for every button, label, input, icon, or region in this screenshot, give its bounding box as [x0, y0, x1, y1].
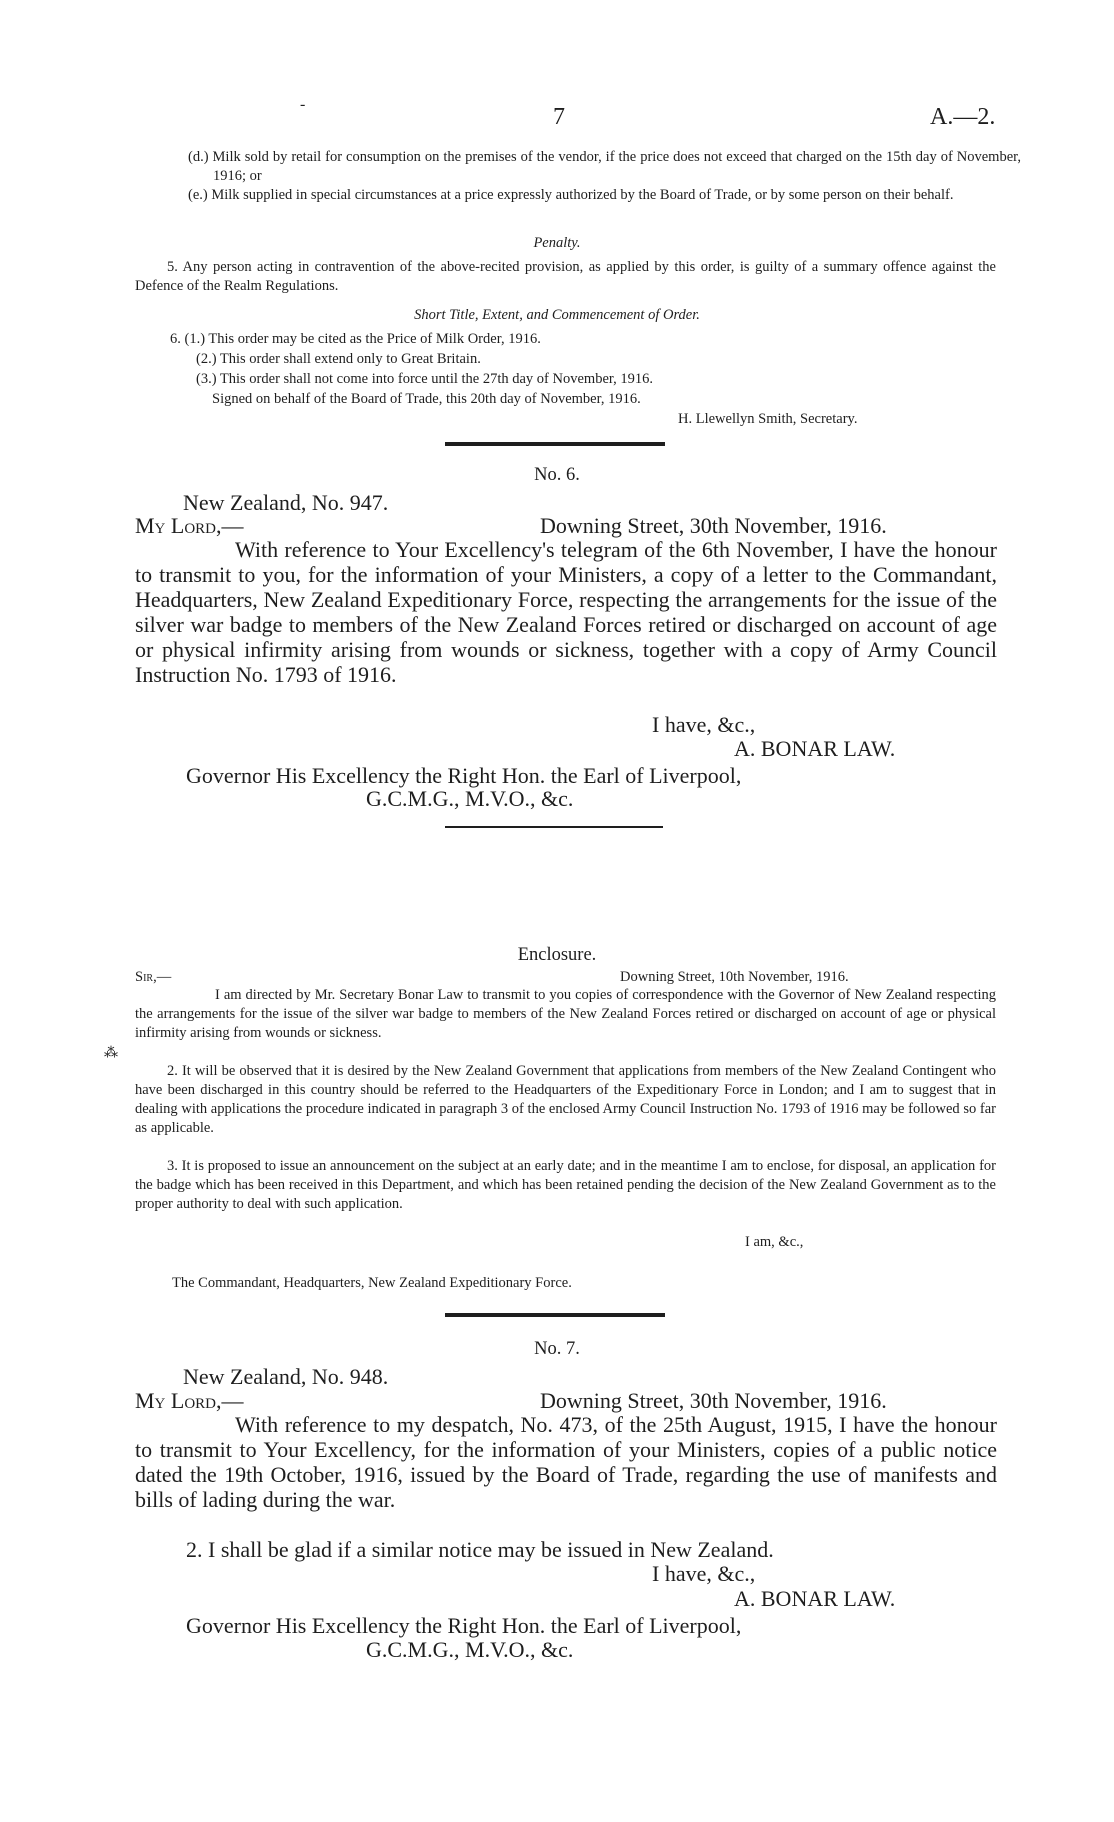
- no7-closing: I have, &c.,: [652, 1561, 756, 1586]
- no6-salutation: My Lord,—: [135, 513, 244, 538]
- item-d: (d.) Milk sold by retail for consumption on the premises of the vendor, if the price does not exceed that charged on the 15th day of November, 1916; or: [188, 149, 1021, 184]
- page-number: 7: [553, 104, 565, 130]
- no7-ref: New Zealand, No. 948.: [183, 1364, 389, 1389]
- para-5: 5. Any person acting in contravention of the above-recited provision, as applied by this order, is guilty of a summary offence against the Defence of the Realm Regulations.: [135, 259, 996, 294]
- no7-place-date: Downing Street, 30th November, 1916.: [540, 1388, 887, 1413]
- no6-ref: New Zealand, No. 947.: [183, 490, 389, 515]
- no6-heading: No. 6.: [534, 465, 580, 485]
- no7-body: With reference to my despatch, No. 473, of the 25th August, 1915, I have the honour to transmit to Your Excellency, for the information of your Ministers, copies of a public notice dated the 19th October, 1916, issued by the Board of Trade, regarding the use of manifests and bills of lading during the war.: [135, 1412, 997, 1512]
- para-6-3: (3.) This order shall not come into force until the 27th day of November, 1916.: [196, 371, 654, 387]
- no7-addressee-line2: G.C.M.G., M.V.O., &c.: [366, 1637, 574, 1662]
- no7-addressee-line1: Governor His Excellency the Right Hon. the Earl of Liverpool,: [186, 1613, 742, 1638]
- no6-addressee-line2: G.C.M.G., M.V.O., &c.: [366, 786, 574, 811]
- no7-salutation: My Lord,—: [135, 1388, 244, 1413]
- no6-body: With reference to Your Excellency's telegram of the 6th November, I have the honour to transmit to you, for the information of your Ministers, a copy of a letter to the Commandant, Headquarters, New Zealand Expeditionary Force, respecting the arrangements for the issue of the silver war badge to members of the New Zealand Forces retired or discharged on account of age or physical infirmity arising from wounds or sickness, together with a copy of Army Council Instruction No. 1793 of 1916.: [135, 537, 997, 687]
- item-e: (e.) Milk supplied in special circumstances at a price expressly authorized by the Board of Trade, or by some person on their behalf.: [188, 187, 954, 203]
- enclosure-closing: I am, &c.,: [745, 1234, 804, 1250]
- signed-line: Signed on behalf of the Board of Trade, this 20th day of November, 1916.: [212, 391, 641, 407]
- margin-mark-icon: ⁂: [104, 1046, 118, 1061]
- enclosure-place-date: Downing Street, 10th November, 1916.: [620, 969, 849, 985]
- enclosure-salutation: Sir,—: [135, 969, 172, 985]
- divider-thin: [445, 826, 663, 828]
- paper-reference: A.—2.: [930, 104, 996, 130]
- short-title-heading: Short Title, Extent, and Commencement of Order.: [414, 307, 700, 323]
- enclosure-heading: Enclosure.: [517, 945, 597, 965]
- no6-addressee-line1: Governor His Excellency the Right Hon. the Earl of Liverpool,: [186, 763, 742, 788]
- no6-signature: A. BONAR LAW.: [734, 736, 896, 761]
- section-divider: [445, 1313, 665, 1317]
- para-6-2: (2.) This order shall extend only to Great Britain.: [196, 351, 481, 367]
- enclosure-para-2: 2. It will be observed that it is desired by the New Zealand Government that applications from members of the New Zealand Contingent who have been discharged in this country should be referred to the Headquarters of the Expeditionary Force in London; and I am to suggest that in dealing with applications the procedure indicated in paragraph 3 of the enclosed Army Council Instruction No. 1793 of 1916 may be followed so far as applicable.: [135, 1063, 996, 1136]
- no6-closing: I have, &c.,: [652, 712, 756, 737]
- signatory: H. Llewellyn Smith, Secretary.: [678, 411, 858, 427]
- header-mark: -: [300, 96, 306, 113]
- no7-para-2: 2. I shall be glad if a similar notice may be issued in New Zealand.: [186, 1537, 774, 1562]
- enclosure-addressee: The Commandant, Headquarters, New Zealand Expeditionary Force.: [172, 1275, 572, 1291]
- enclosure-para-3: 3. It is proposed to issue an announcement on the subject at an early date; and in the meantime I am to enclose, for disposal, an application for the badge which has been received in this Department, and which has been retained pending the decision of the New Zealand Government as to the proper authority to deal with such application.: [135, 1158, 996, 1212]
- no7-signature: A. BONAR LAW.: [734, 1586, 896, 1611]
- section-divider: [445, 442, 665, 446]
- para-6-1: 6. (1.) This order may be cited as the Price of Milk Order, 1916.: [170, 331, 541, 347]
- enclosure-para-1: I am directed by Mr. Secretary Bonar Law to transmit to you copies of correspondence with the Governor of New Zealand respecting the arrangements for the issue of the silver war badge to members of the New Zealand Forces retired or discharged on account of age or physical infirmity arising from wounds or sickness.: [135, 987, 996, 1041]
- penalty-heading: Penalty.: [533, 235, 581, 251]
- no6-place-date: Downing Street, 30th November, 1916.: [540, 513, 887, 538]
- no7-heading: No. 7.: [534, 1339, 580, 1359]
